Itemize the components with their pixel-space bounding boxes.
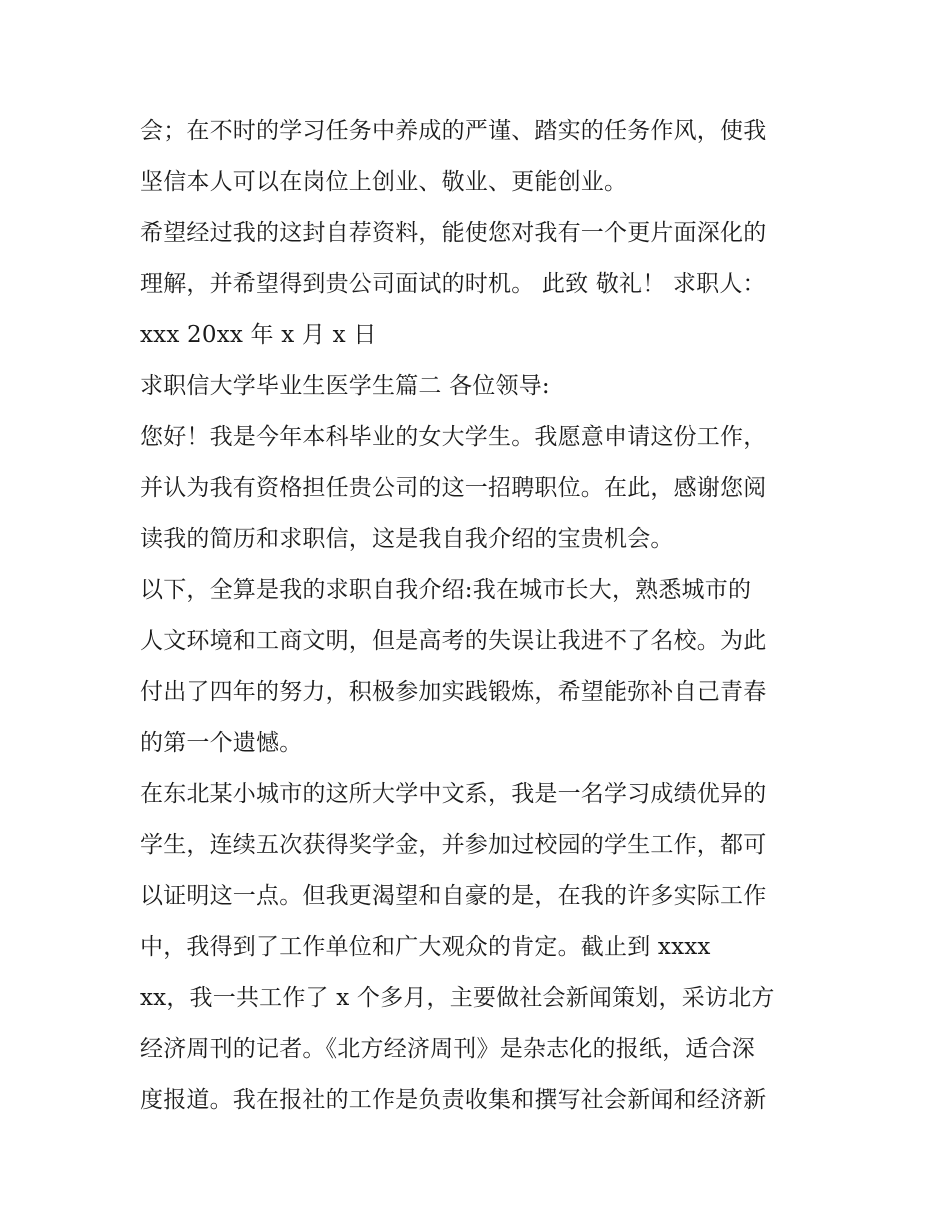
text-line: 学生，连续五次获得奖学金，并参加过校园的学生工作，都可 — [140, 832, 767, 858]
text-line: 希望经过我的这封自荐资料，能使您对我有一个更片面深化的 — [140, 220, 767, 246]
section-heading: 求职信大学毕业生医学生篇二 各位领导: — [140, 373, 550, 399]
text-line: 经济周刊的记者。《北方经济周刊》是杂志化的报纸，适合深 — [140, 1036, 755, 1062]
text-line: 付出了四年的努力，积极参加实践锻炼，希望能弥补自己青春 — [140, 679, 767, 705]
text-line: 以证明这一点。但我更渴望和自豪的是，在我的许多实际工作 — [140, 883, 767, 909]
text-line: 您好！我是今年本科毕业的女大学生。我愿意申请这份工作， — [140, 424, 767, 450]
text-line: 度报道。我在报社的工作是负责收集和撰写社会新闻和经济新 — [140, 1087, 767, 1113]
text-line: 的第一个遗憾。 — [140, 730, 303, 756]
text-line: xxx 20xx 年 x 月 x 日 — [140, 322, 377, 348]
text-line: 坚信本人可以在岗位上创业、敬业、更能创业。 — [140, 169, 628, 195]
text-line: xx，我一共工作了 x 个多月，主要做社会新闻策划，采访北方 — [140, 985, 775, 1011]
text-line: 中，我得到了工作单位和广大观众的肯定。截止到 xxxx — [140, 934, 711, 960]
text-line: 人文环境和工商文明，但是高考的失误让我进不了名校。为此 — [140, 628, 767, 654]
text-line: 理解，并希望得到贵公司面试的时机。 此致 敬礼！ 求职人： — [140, 271, 766, 297]
text-line: 会；在不时的学习任务中养成的严谨、踏实的任务作风，使我 — [140, 118, 767, 144]
text-line: 在东北某小城市的这所大学中文系，我是一名学习成绩优异的 — [140, 781, 767, 807]
text-line: 以下，全算是我的求职自我介绍:我在城市长大，熟悉城市的 — [140, 577, 752, 603]
text-line: 读我的简历和求职信，这是我自我介绍的宝贵机会。 — [140, 526, 674, 552]
document-body — [140, 106, 820, 1126]
text-line: 并认为我有资格担任贵公司的这一招聘职位。在此，感谢您阅 — [140, 475, 767, 501]
